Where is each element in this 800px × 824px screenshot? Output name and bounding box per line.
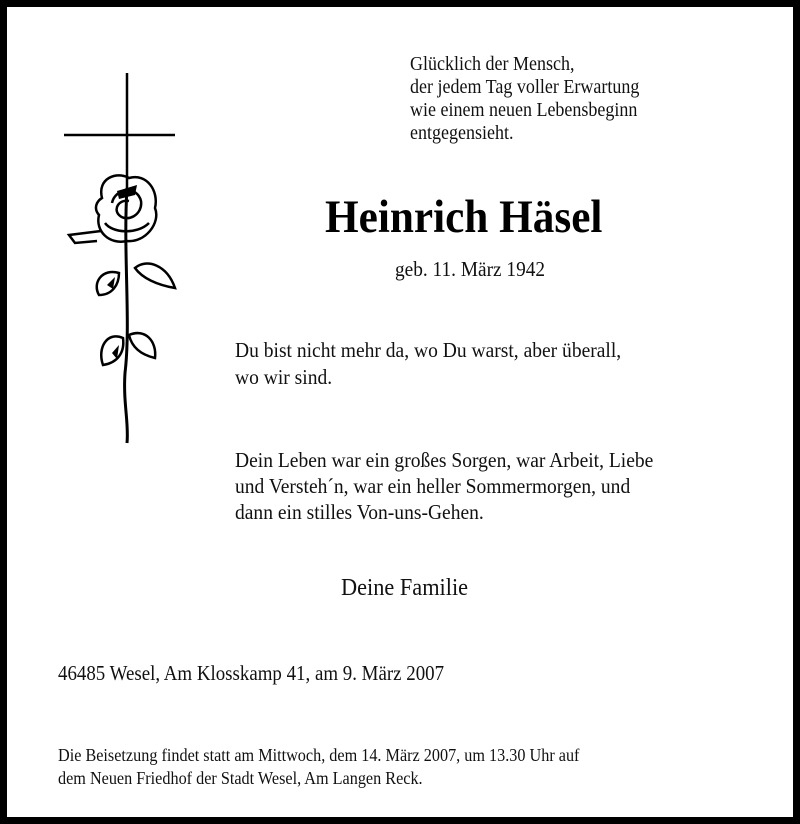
verse-two [235, 447, 653, 525]
motto-line: entgegensieht. [410, 122, 514, 144]
verse-line: und Versteh´n, war ein heller Sommermorgen, und [235, 474, 631, 498]
burial-info [58, 744, 579, 790]
verse-line: Du bist nicht mehr da, wo Du warst, aber überall, [235, 338, 622, 362]
deceased-name: Heinrich Häsel [325, 191, 603, 243]
motto-line: Glücklich der Mensch, [410, 53, 575, 75]
signature: Deine Familie [341, 575, 469, 601]
verse-line: wo wir sind. [235, 365, 333, 389]
verse-one [235, 337, 621, 391]
obituary-notice [7, 7, 793, 817]
motto-line: wie einem neuen Lebensbeginn [410, 99, 638, 121]
cross-and-rose-icon [57, 73, 197, 453]
verse-line: dann ein stilles Von-uns-Gehen. [235, 500, 484, 524]
motto-verse [410, 53, 639, 145]
birth-date: geb. 11. März 1942 [395, 257, 546, 281]
burial-line: Die Beisetzung findet statt am Mittwoch, dem 14. März 2007, um 13.30 Uhr auf [58, 745, 580, 765]
burial-line: dem Neuen Friedhof der Stadt Wesel, Am Langen Reck. [58, 768, 423, 788]
motto-line: der jedem Tag voller Erwartung [410, 76, 640, 98]
address-line: 46485 Wesel, Am Klosskamp 41, am 9. März 2007 [58, 661, 445, 685]
verse-line: Dein Leben war ein großes Sorgen, war Arbeit, Liebe [235, 448, 654, 472]
